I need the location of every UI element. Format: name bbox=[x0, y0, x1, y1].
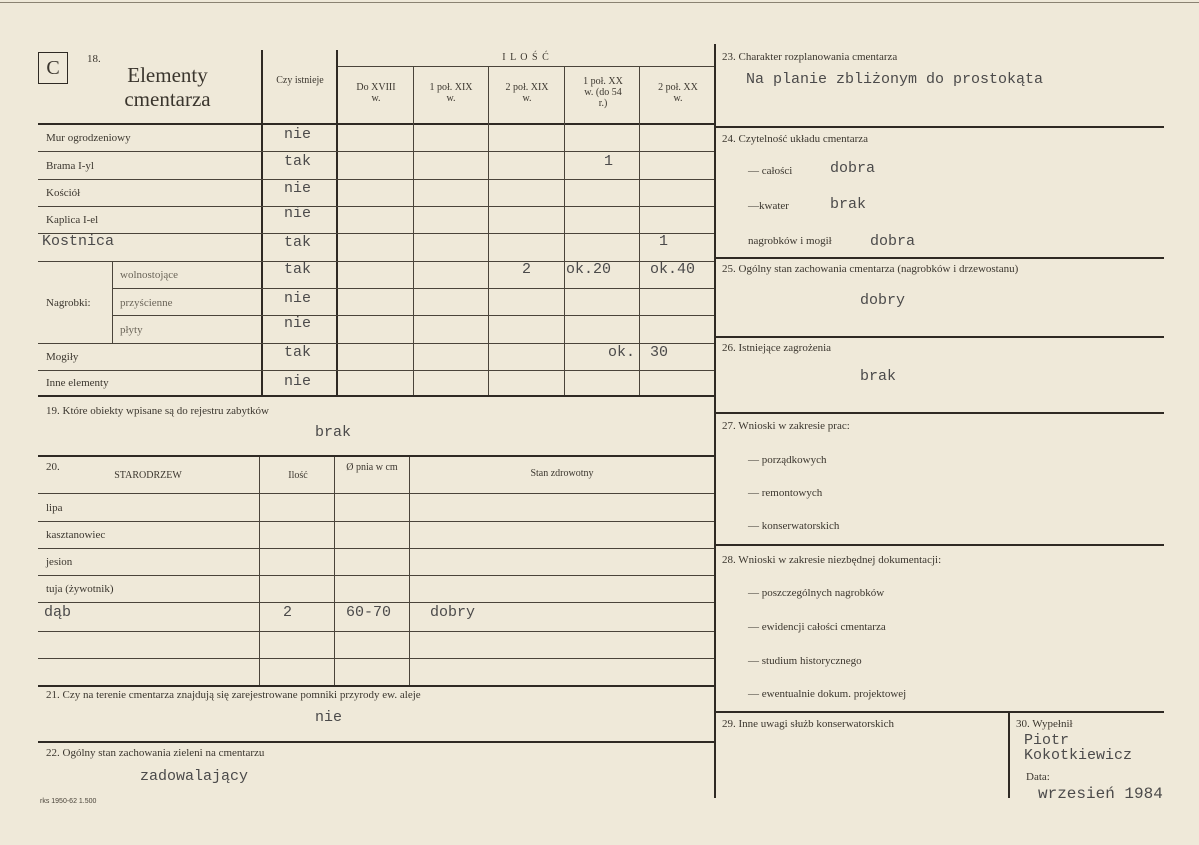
s28-item: — ewidencji całości cmentarza bbox=[748, 621, 886, 633]
s27-item: — remontowych bbox=[748, 487, 823, 499]
row-label: przyścienne bbox=[120, 297, 173, 309]
col-divider-2 bbox=[413, 67, 414, 395]
nagrobki-divider bbox=[112, 261, 113, 343]
tree-health: dobry bbox=[430, 604, 476, 621]
s21-label: 21. Czy na terenie cmentarza znajdują się zarejestrowane pomniki przyrody ew. aleje bbox=[46, 689, 421, 701]
exists-value: nie bbox=[284, 205, 312, 222]
header-period-2: 1 poł. XIX w. bbox=[429, 82, 473, 104]
col-divider-3 bbox=[488, 67, 489, 395]
header-period-4: 1 poł. XX w. (do 54 r.) bbox=[583, 76, 623, 109]
row-label-typed: Kostnica bbox=[42, 233, 115, 250]
s25-label: 25. Ogólny stan zachowania cmentarza (nagrobków i drzewostanu) bbox=[722, 263, 1019, 275]
col-divider-5 bbox=[639, 67, 640, 395]
s26-bottom-line bbox=[714, 412, 1164, 414]
s20-col-divider bbox=[409, 457, 410, 685]
tree-name: tuja (żywotnik) bbox=[46, 583, 114, 595]
s20-top-line bbox=[38, 455, 714, 457]
s24-bottom-line bbox=[714, 257, 1164, 259]
s26-value: brak bbox=[860, 368, 897, 385]
quantity-value: ok. bbox=[608, 344, 636, 361]
s28-item: — ewentualnie dokum. projektowej bbox=[748, 688, 907, 700]
exists-value: tak bbox=[284, 344, 312, 361]
ilosc-underline bbox=[338, 66, 714, 67]
s19-value: brak bbox=[315, 424, 352, 441]
exists-value: nie bbox=[284, 315, 312, 332]
title-line2: cmentarza bbox=[124, 87, 211, 111]
header-period-1: Do XVIII w. bbox=[356, 82, 396, 104]
header-czy-istnieje: Czy istnieje bbox=[276, 75, 324, 86]
s30-name2: Kokotkiewicz bbox=[1024, 747, 1133, 764]
s24-calosci-value: dobra bbox=[830, 160, 876, 177]
s25-bottom-line bbox=[714, 336, 1164, 338]
s24-nagrobkow-label: nagrobków i mogił bbox=[748, 235, 832, 247]
s27-item: — konserwatorskich bbox=[748, 520, 840, 532]
row-label: Mogiły bbox=[46, 351, 79, 363]
row-line bbox=[38, 151, 714, 152]
s20-row-line bbox=[38, 631, 714, 632]
quantity-value: 30 bbox=[650, 344, 669, 361]
quantity-value: 2 bbox=[522, 261, 532, 278]
row-line bbox=[38, 233, 714, 234]
s20-col-qty: Ilość bbox=[288, 470, 308, 481]
section-18-number: 18. bbox=[87, 53, 101, 65]
s30-date-label: Data: bbox=[1026, 771, 1050, 783]
row-line bbox=[38, 370, 714, 371]
row-label: Inne elementy bbox=[46, 377, 109, 389]
s30-date-value: wrzesień 1984 bbox=[1038, 785, 1163, 803]
title-line1: Elementy bbox=[127, 63, 208, 87]
tree-name-typed: dąb bbox=[44, 604, 72, 621]
row-label: wolnostojące bbox=[120, 269, 179, 281]
s20-col-name: STARODRZEW bbox=[114, 470, 182, 481]
s24-kwater-value: brak bbox=[830, 196, 867, 213]
header-ilosc: I L O Ś Ć bbox=[502, 52, 550, 63]
s27-label: 27. Wnioski w zakresie prac: bbox=[722, 420, 850, 432]
s29-s30-divider bbox=[1008, 712, 1010, 798]
row-label: Brama I-yl bbox=[46, 160, 94, 172]
tree-qty: 2 bbox=[283, 604, 293, 621]
s23-label: 23. Charakter rozplanowania cmentarza bbox=[722, 51, 898, 63]
s20-col-diam: Ø pnia w cm bbox=[346, 462, 398, 473]
header-period-3: 2 poł. XIX w. bbox=[505, 82, 549, 104]
s19-label: 19. Które obiekty wpisane są do rejestru zabytków bbox=[46, 405, 269, 417]
table-bottom-line bbox=[38, 395, 714, 397]
s20-row-line bbox=[38, 602, 714, 603]
s24-kwater-label: —kwater bbox=[748, 200, 789, 212]
row-label: płyty bbox=[120, 324, 143, 336]
s29-label: 29. Inne uwagi służb konserwatorskich bbox=[722, 718, 894, 730]
s28-label: 28. Wnioski w zakresie niezbędnej dokumentacji: bbox=[722, 554, 942, 566]
row-line bbox=[112, 315, 714, 316]
exists-value: nie bbox=[284, 180, 312, 197]
tree-diam: 60-70 bbox=[346, 604, 392, 621]
header-bottom-line bbox=[38, 123, 714, 125]
s22-value: zadowalający bbox=[140, 768, 249, 785]
exists-value: nie bbox=[284, 126, 312, 143]
c-box: C bbox=[38, 52, 68, 84]
tree-name: lipa bbox=[46, 502, 63, 514]
s30-name1: Piotr bbox=[1024, 732, 1070, 749]
s25-value: dobry bbox=[860, 292, 906, 309]
s20-header-line bbox=[38, 493, 714, 494]
tree-name: kasztanowiec bbox=[46, 529, 106, 541]
row-line bbox=[38, 261, 714, 262]
s28-item: — studium historycznego bbox=[748, 655, 862, 667]
row-label: Mur ogrodzeniowy bbox=[46, 132, 131, 144]
nagrobki-label: Nagrobki: bbox=[46, 297, 91, 309]
s28-item: — poszczególnych nagrobków bbox=[748, 587, 885, 599]
s30-label: 30. Wypełnił bbox=[1016, 718, 1073, 730]
s27-bottom-line bbox=[714, 544, 1164, 546]
row-line bbox=[38, 179, 714, 180]
row-label: Kościół bbox=[46, 187, 81, 199]
s20-row-line bbox=[38, 548, 714, 549]
s23-value: Na planie zbliżonym do prostokąta bbox=[746, 71, 1044, 88]
col-divider-4 bbox=[564, 67, 565, 395]
s20-row-line bbox=[38, 658, 714, 659]
s21-value: nie bbox=[315, 709, 343, 726]
s28-bottom-line bbox=[714, 711, 1164, 713]
tree-name: jesion bbox=[46, 556, 73, 568]
s23-bottom-line bbox=[714, 126, 1164, 128]
s22-label: 22. Ogólny stan zachowania zieleni na cmentarzu bbox=[46, 747, 265, 759]
quantity-value: ok.40 bbox=[650, 261, 696, 278]
exists-value: tak bbox=[284, 153, 312, 170]
header-period-5: 2 poł. XX w. bbox=[658, 82, 698, 104]
row-line bbox=[38, 206, 714, 207]
s24-nagrobkow-value: dobra bbox=[870, 233, 916, 250]
exists-value: nie bbox=[284, 373, 312, 390]
right-column-border bbox=[714, 44, 716, 798]
s26-label: 26. Istniejące zagrożenia bbox=[722, 342, 832, 354]
row-label: Kaplica I-el bbox=[46, 214, 99, 226]
exists-value: nie bbox=[284, 290, 312, 307]
exists-value: tak bbox=[284, 261, 312, 278]
s20-col-divider bbox=[259, 457, 260, 685]
s20-number: 20. bbox=[46, 461, 60, 473]
quantity-value: 1 bbox=[604, 153, 614, 170]
footer-code: rks 1950-62 1.500 bbox=[40, 798, 97, 805]
s20-col-health: Stan zdrowotny bbox=[530, 468, 594, 479]
quantity-value: ok.20 bbox=[566, 261, 612, 278]
top-edge bbox=[0, 2, 1199, 3]
s21-bottom-line bbox=[38, 741, 714, 743]
s24-calosci-label: — całości bbox=[748, 165, 793, 177]
s20-bottom-line bbox=[38, 685, 714, 687]
s27-item: — porządkowych bbox=[748, 454, 827, 466]
row-line bbox=[112, 288, 714, 289]
s24-label: 24. Czytelność układu cmentarza bbox=[722, 133, 869, 145]
s20-row-line bbox=[38, 521, 714, 522]
s20-col-divider bbox=[334, 457, 335, 685]
s20-row-line bbox=[38, 575, 714, 576]
exists-value: tak bbox=[284, 234, 312, 251]
quantity-value: 1 bbox=[659, 233, 669, 250]
